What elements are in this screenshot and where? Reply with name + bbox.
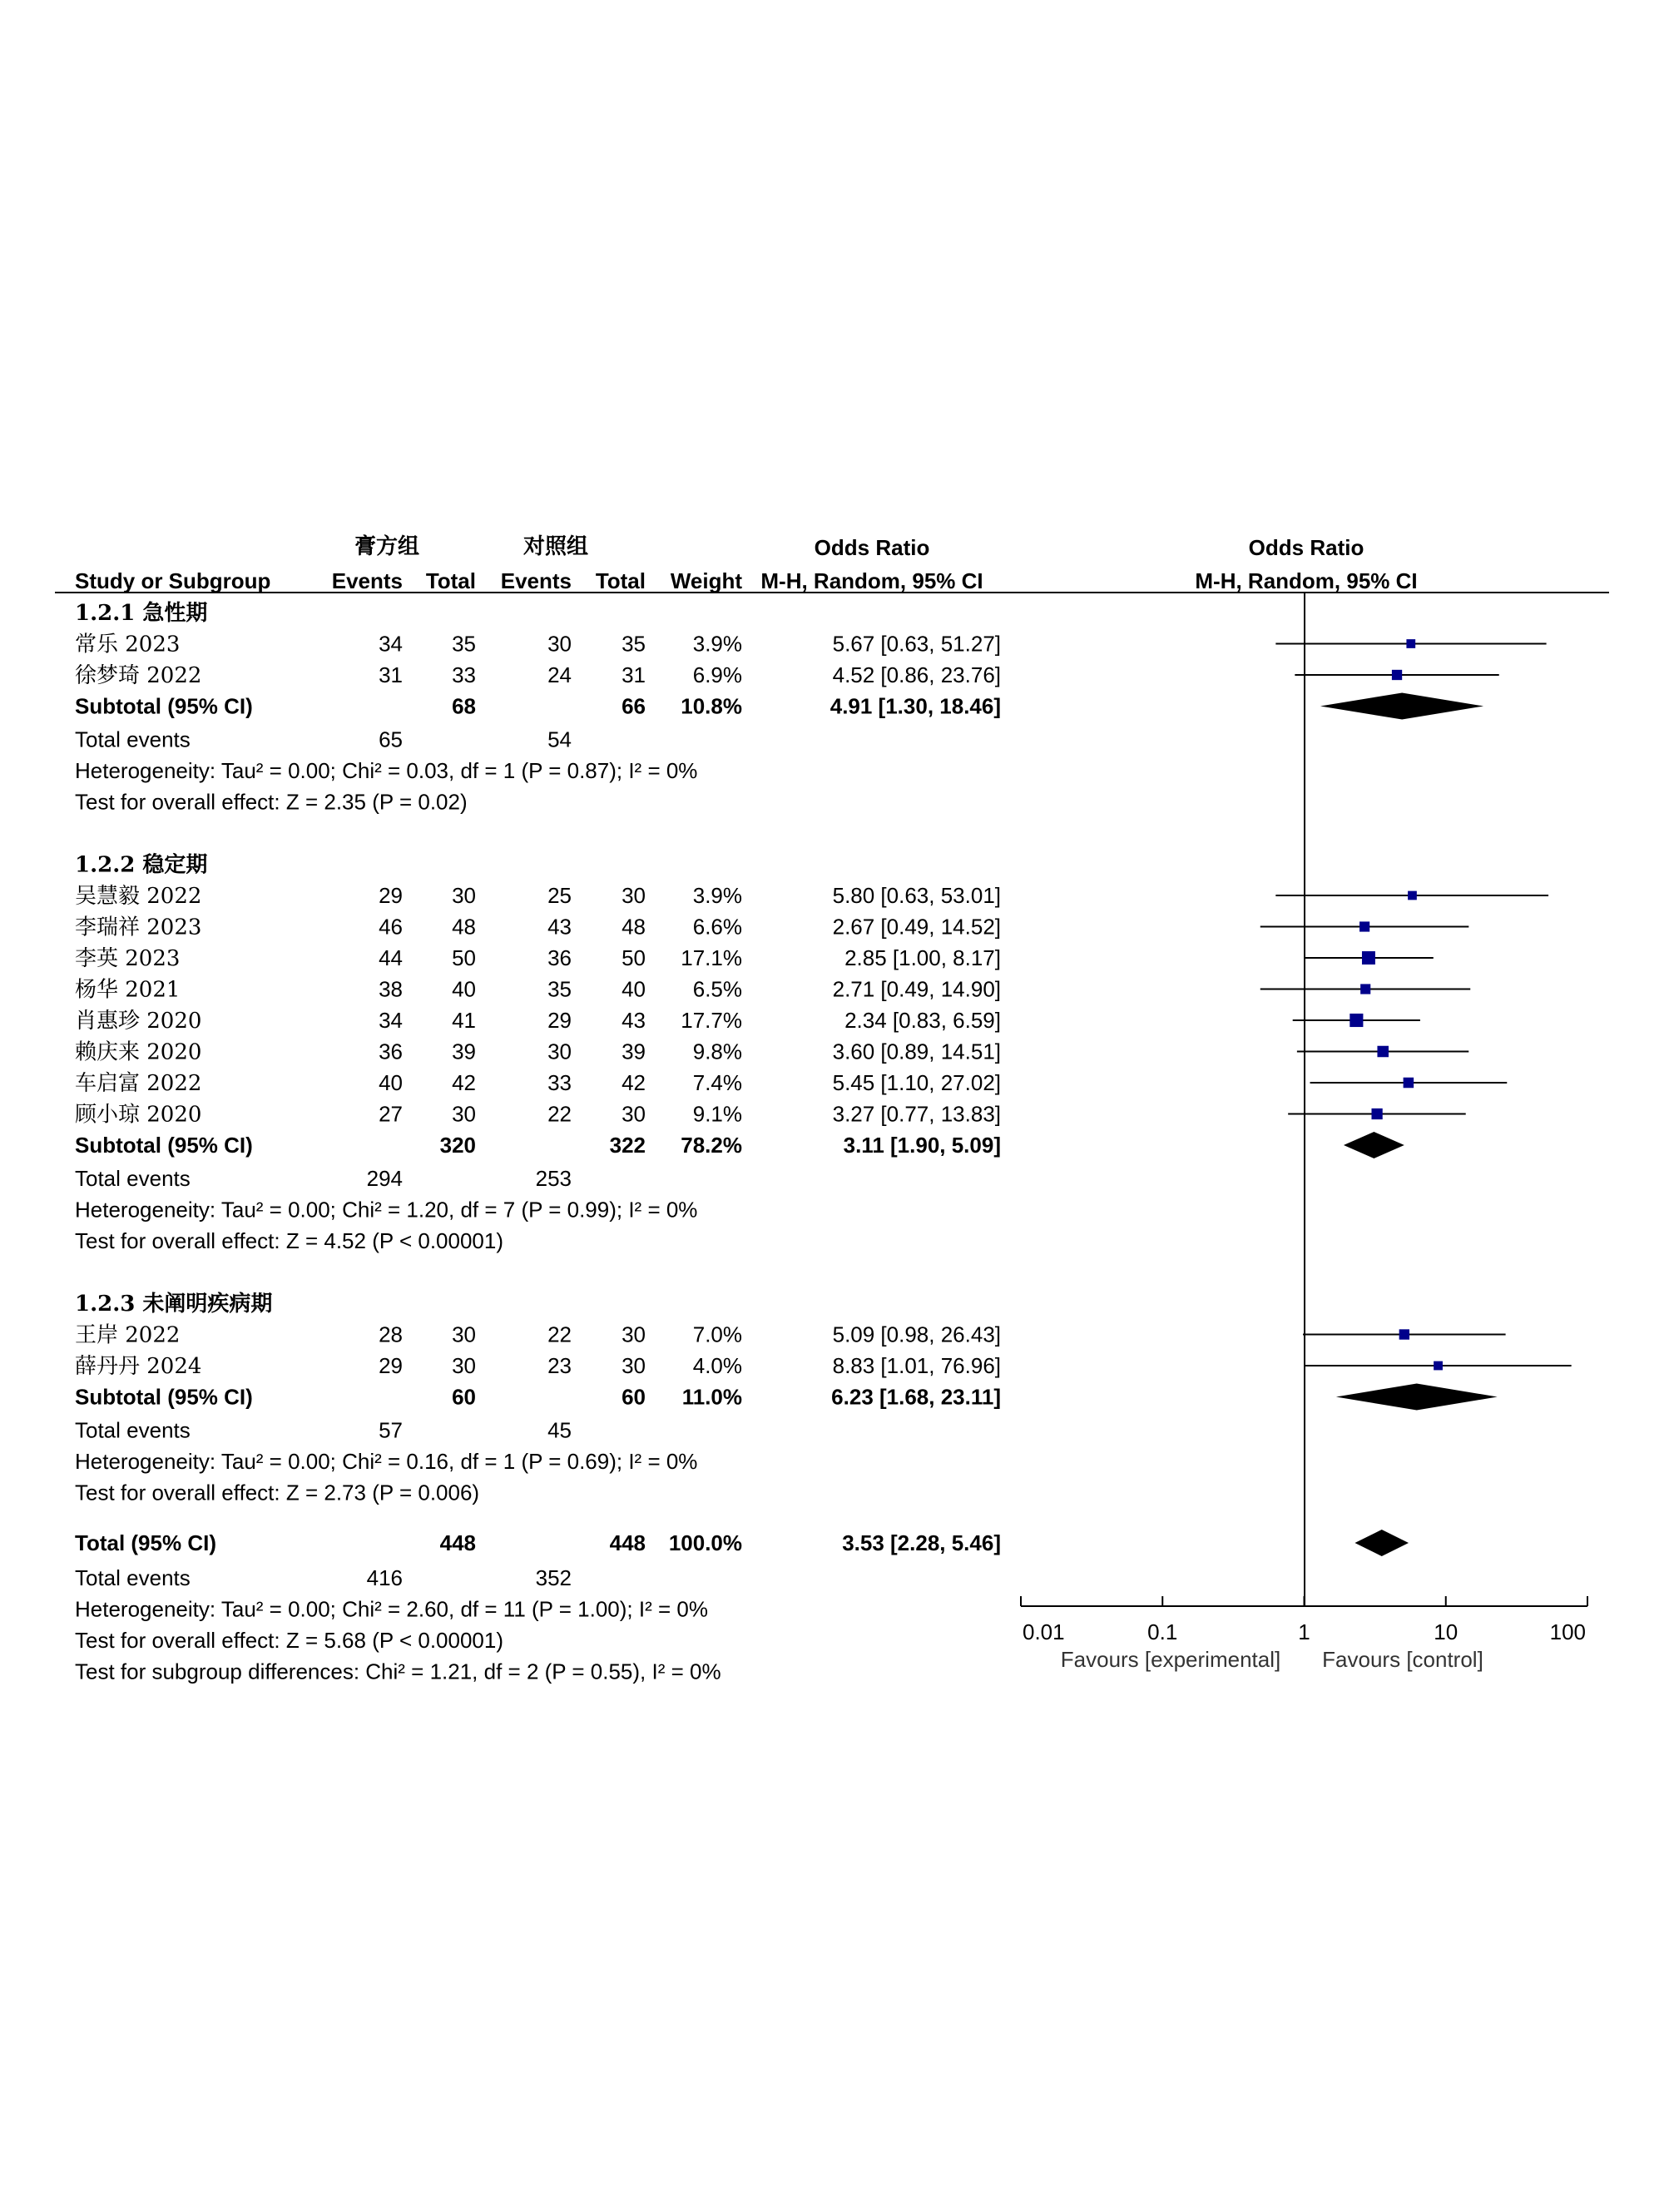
study-square-7 [1350,1014,1363,1027]
total1-1: 35 [452,631,476,657]
x-axis [1021,1596,1587,1672]
study-name-10: 顾小琼 2020 [75,1102,202,1128]
subtotal-total2-1: 66 [622,693,646,719]
total2-3: 30 [622,883,646,908]
study-square-3 [1408,891,1417,900]
or-ci-7: 2.34 [0.83, 6.59] [844,1008,1001,1033]
events1-12: 29 [379,1353,403,1378]
total1-4: 48 [452,914,476,940]
subgroup-heading-3: 1.2.3 未阐明疾病期 [75,1292,273,1317]
or-ci-10: 3.27 [0.77, 13.83] [832,1101,1001,1127]
study-name-6: 杨华 2021 [75,977,181,1003]
study-square-5 [1362,951,1375,965]
total-events-label-3: Total events [75,1417,191,1443]
events1-2: 31 [379,662,403,687]
overall-heterogeneity: Heterogeneity: Tau² = 0.00; Chi² = 2.60, df = 11 (P = 1.00); I² = 0% [75,1596,708,1622]
total2-9: 42 [622,1070,646,1095]
subtotal-label-3: Subtotal (95% CI) [75,1384,253,1410]
subtotal-diamond-1 [1320,693,1483,720]
heterogeneity-3: Heterogeneity: Tau² = 0.00; Chi² = 0.16, df = 1 (P = 0.69); I² = 0% [75,1449,698,1474]
group2-header: 对照组 [522,534,589,559]
study-name-9: 车启富 2022 [75,1071,202,1096]
axis-tick-label-2: 0.1 [1147,1619,1178,1644]
study-name-12: 薛丹丹 2024 [75,1354,202,1379]
weight-header: Weight [670,568,742,593]
events2-9: 33 [547,1070,572,1095]
weight-5: 17.1% [681,945,742,970]
study-name-3: 吴慧毅 2022 [75,884,202,909]
study-square-11 [1399,1329,1409,1339]
study-square-8 [1377,1046,1389,1058]
study-name-11: 王岸 2022 [75,1322,181,1348]
weight-6: 6.5% [692,976,742,1002]
total2-8: 39 [622,1039,646,1064]
study-square-6 [1360,984,1370,994]
subtotal-total2-3: 60 [622,1384,646,1410]
total2-header: Total [595,568,646,593]
study-square-2 [1392,670,1402,680]
total1-10: 30 [452,1101,476,1127]
study-column-header: Study or Subgroup [75,568,271,593]
subtotal-or-ci-2: 3.11 [1.90, 5.09] [843,1133,1001,1158]
or-ci-1: 5.67 [0.63, 51.27] [832,631,1001,657]
heterogeneity-2: Heterogeneity: Tau² = 0.00; Chi² = 1.20, df = 7 (P = 0.99); I² = 0% [75,1197,698,1223]
total2-7: 43 [622,1008,646,1033]
overall-total-events2: 352 [535,1565,572,1590]
events2-11: 22 [547,1322,572,1347]
axis-tick-label-1: 0.01 [1023,1619,1065,1644]
study-square-12 [1434,1361,1443,1371]
events2-6: 35 [547,976,572,1002]
or-ci-12: 8.83 [1.01, 76.96] [832,1353,1001,1378]
total2-5: 50 [622,945,646,970]
axis-tick-label-5: 100 [1549,1619,1586,1644]
subtotal-weight-1: 10.8% [681,693,742,719]
total2-12: 30 [622,1353,646,1378]
events2-10: 22 [547,1101,572,1127]
or-ci-4: 2.67 [0.49, 14.52] [832,914,1001,940]
subgroup-heading-1: 1.2.1 急性期 [75,601,208,626]
total-events2-3: 45 [547,1417,572,1443]
events2-header: Events [500,568,572,593]
subgroup-differences: Test for subgroup differences: Chi² = 1.21, df = 2 (P = 0.55), I² = 0% [75,1659,721,1684]
total-weight: 100.0% [668,1530,742,1555]
total-events1-1: 65 [379,727,403,752]
subtotal-label-1: Subtotal (95% CI) [75,693,253,719]
weight-1: 3.9% [692,631,742,657]
total1-7: 41 [452,1008,476,1033]
events2-3: 25 [547,883,572,908]
total2-1: 35 [622,631,646,657]
or-ci-11: 5.09 [0.98, 26.43] [832,1322,1001,1347]
weight-10: 9.1% [692,1101,742,1127]
weight-4: 6.6% [692,914,742,940]
total-total1: 448 [439,1530,476,1555]
axis-tick-label-3: 1 [1298,1619,1310,1644]
subtotal-or-ci-3: 6.23 [1.68, 23.11] [831,1384,1001,1410]
total-events1-2: 294 [366,1166,403,1191]
total1-3: 30 [452,883,476,908]
total2-11: 30 [622,1322,646,1347]
total1-2: 33 [452,662,476,687]
total2-6: 40 [622,976,646,1002]
total2-2: 31 [622,662,646,687]
events2-12: 23 [547,1353,572,1378]
events1-9: 40 [379,1070,403,1095]
subgroup-heading-2: 1.2.2 稳定期 [75,852,208,878]
total2-4: 48 [622,914,646,940]
events1-1: 34 [379,631,403,657]
events2-5: 36 [547,945,572,970]
subtotal-total2-2: 322 [609,1133,646,1158]
method-header-right: M-H, Random, 95% CI [1195,568,1418,593]
overall-diamond [1354,1530,1409,1556]
overall-effect-3: Test for overall effect: Z = 2.73 (P = 0.006) [75,1480,480,1505]
odds-ratio-title-right: Odds Ratio [1248,535,1364,560]
study-name-7: 肖惠珍 2020 [75,1009,202,1034]
study-name-2: 徐梦琦 2022 [75,663,202,688]
or-ci-8: 3.60 [0.89, 14.51] [832,1039,1001,1064]
heterogeneity-1: Heterogeneity: Tau² = 0.00; Chi² = 0.03, df = 1 (P = 0.87); I² = 0% [75,758,698,783]
events2-2: 24 [547,662,572,687]
subtotal-total1-2: 320 [439,1133,476,1158]
study-square-9 [1404,1078,1414,1089]
study-square-1 [1406,639,1415,648]
total-total2: 448 [609,1530,646,1555]
or-ci-6: 2.71 [0.49, 14.90] [832,976,1001,1002]
total-events-label-1: Total events [75,727,191,752]
events2-1: 30 [547,631,572,657]
total1-6: 40 [452,976,476,1002]
events2-4: 43 [547,914,572,940]
total1-header: Total [425,568,476,593]
total-events2-1: 54 [547,727,572,752]
total1-5: 50 [452,945,476,970]
study-square-4 [1359,921,1369,931]
total-label: Total (95% CI) [75,1530,216,1555]
study-name-5: 李英 2023 [75,946,181,971]
subtotal-total1-1: 68 [452,693,476,719]
or-ci-3: 5.80 [0.63, 53.01] [832,883,1001,908]
axis-tick-label-4: 10 [1434,1619,1458,1644]
total1-12: 30 [452,1353,476,1378]
subtotal-label-2: Subtotal (95% CI) [75,1133,253,1158]
group1-header: 膏方组 [354,534,420,559]
weight-3: 3.9% [692,883,742,908]
or-ci-5: 2.85 [1.00, 8.17] [844,945,1001,970]
events1-11: 28 [379,1322,403,1347]
subtotal-weight-2: 78.2% [681,1133,742,1158]
favours-control-label: Favours [control] [1322,1647,1483,1672]
events1-7: 34 [379,1008,403,1033]
total-or-ci: 3.53 [2.28, 5.46] [842,1530,1001,1555]
total2-10: 30 [622,1101,646,1127]
events1-10: 27 [379,1101,403,1127]
total1-9: 42 [452,1070,476,1095]
events2-7: 29 [547,1008,572,1033]
forest-rows [75,600,1572,1684]
total1-8: 39 [452,1039,476,1064]
or-ci-2: 4.52 [0.86, 23.76] [832,662,1001,687]
weight-7: 17.7% [681,1008,742,1033]
overall-effect-2: Test for overall effect: Z = 4.52 (P < 0.00001) [75,1228,503,1253]
weight-12: 4.0% [692,1353,742,1378]
subtotal-or-ci-1: 4.91 [1.30, 18.46] [830,693,1001,719]
events1-6: 38 [379,976,403,1002]
study-name-4: 李瑞祥 2023 [75,915,202,940]
total1-11: 30 [452,1322,476,1347]
overall-effect-total: Test for overall effect: Z = 5.68 (P < 0.00001) [75,1628,503,1653]
overall-effect-1: Test for overall effect: Z = 2.35 (P = 0.02) [75,789,468,815]
events1-8: 36 [379,1039,403,1064]
overall-total-events-label: Total events [75,1565,191,1590]
study-name-8: 赖庆来 2020 [75,1039,202,1065]
favours-experimental-label: Favours [experimental] [1060,1647,1281,1672]
events1-header: Events [331,568,403,593]
events1-4: 46 [379,914,403,940]
overall-total-events1: 416 [366,1565,403,1590]
or-ci-9: 5.45 [1.10, 27.02] [832,1070,1001,1095]
subtotal-weight-3: 11.0% [681,1384,742,1410]
subtotal-diamond-3 [1336,1384,1498,1411]
subtotal-diamond-2 [1344,1132,1404,1158]
method-header-left: M-H, Random, 95% CI [760,568,983,593]
study-name-1: 常乐 2023 [75,632,181,657]
events1-3: 29 [379,883,403,908]
weight-2: 6.9% [692,662,742,687]
total-events1-3: 57 [379,1417,403,1443]
events2-8: 30 [547,1039,572,1064]
events1-5: 44 [379,945,403,970]
weight-8: 9.8% [692,1039,742,1064]
total-events2-2: 253 [535,1166,572,1191]
subtotal-total1-3: 60 [452,1384,476,1410]
total-events-label-2: Total events [75,1166,191,1191]
study-square-10 [1371,1108,1382,1119]
odds-ratio-title-left: Odds Ratio [814,535,930,560]
weight-9: 7.4% [692,1070,742,1095]
weight-11: 7.0% [692,1322,742,1347]
